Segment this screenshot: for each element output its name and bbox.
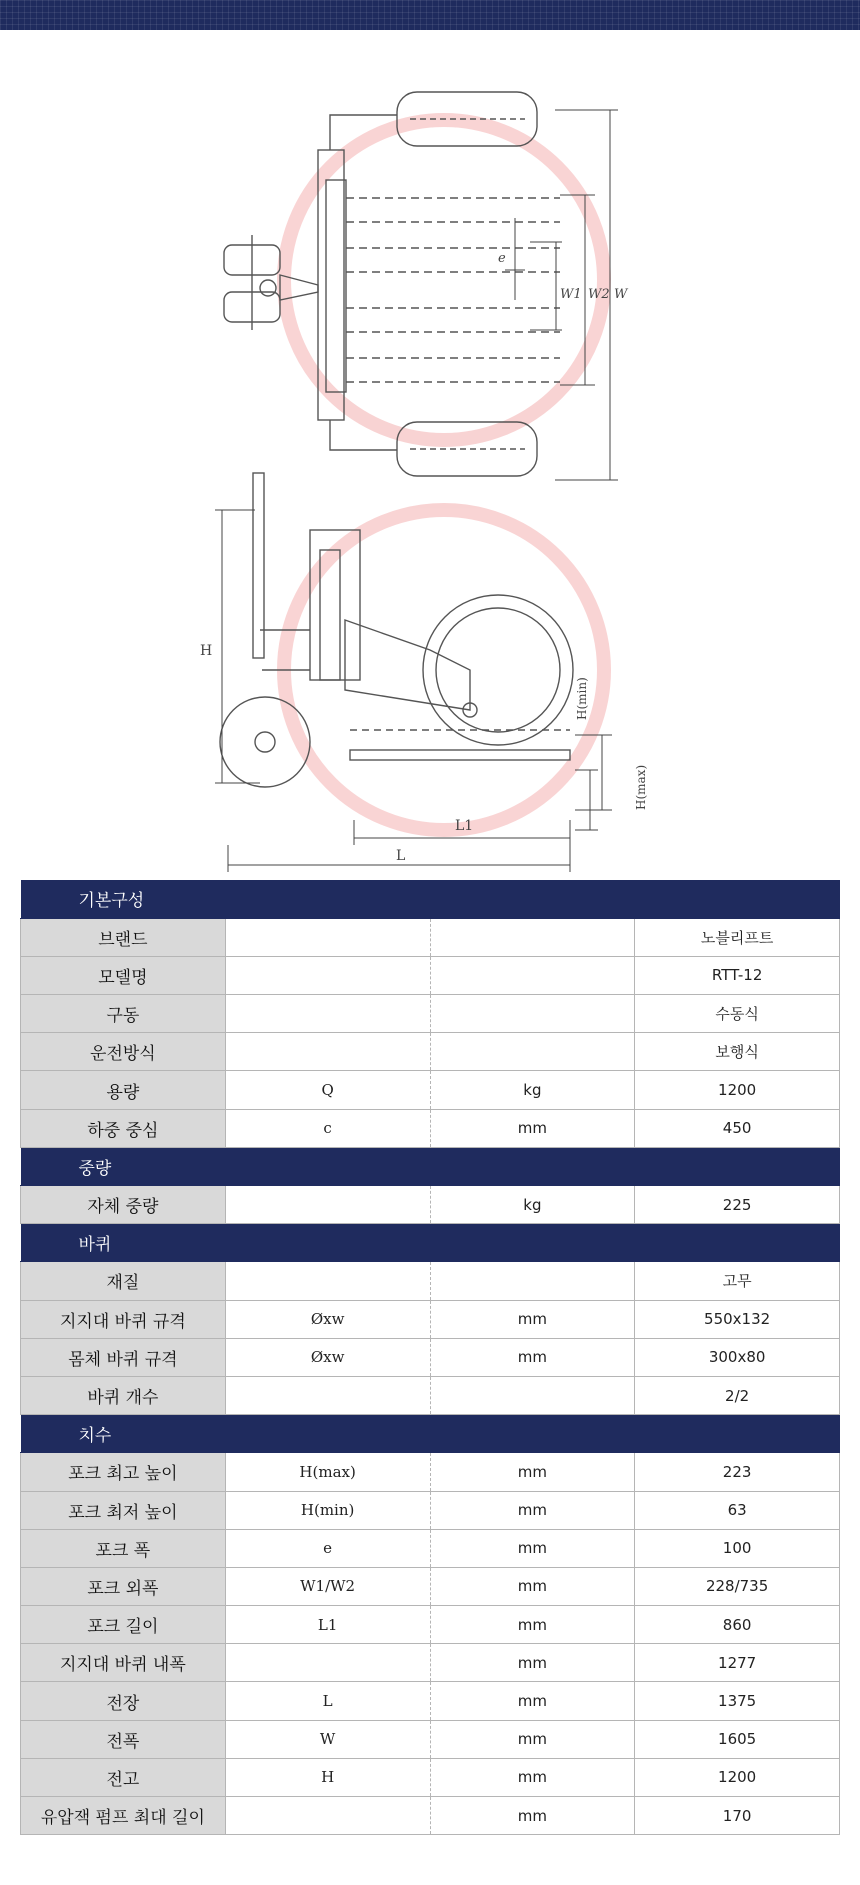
- row-label: 하중 중심: [21, 1109, 226, 1147]
- table-row: [21, 1644, 840, 1682]
- row-value: 보행식: [635, 1033, 840, 1071]
- row-label: 포크 최고 높이: [21, 1453, 226, 1491]
- watermark-logo: [284, 120, 604, 830]
- side-view: [200, 473, 648, 872]
- row-label: 전폭: [21, 1720, 226, 1758]
- top-pattern-band: [0, 0, 860, 30]
- row-value: 2/2: [635, 1376, 840, 1414]
- support-wheel-side: [423, 595, 573, 745]
- table-row: [21, 1033, 840, 1071]
- row-symbol: [225, 1033, 430, 1071]
- fork-side: [350, 750, 570, 760]
- row-label: 몸체 바퀴 규격: [21, 1338, 226, 1376]
- row-symbol: L: [225, 1682, 430, 1720]
- row-symbol: [225, 918, 430, 956]
- table-row: [21, 1797, 840, 1835]
- row-value: 1605: [635, 1720, 840, 1758]
- row-symbol: Øxw: [225, 1338, 430, 1376]
- row-label: 재질: [21, 1262, 226, 1300]
- row-label: 자체 중량: [21, 1186, 226, 1224]
- row-value: 수동식: [635, 995, 840, 1033]
- section-header-weight: 중량: [21, 1147, 840, 1185]
- table-row: [21, 995, 840, 1033]
- row-unit: mm: [430, 1758, 635, 1796]
- dim-label-e: e: [498, 251, 506, 266]
- table-row: [21, 1529, 840, 1567]
- table-row: [21, 1758, 840, 1796]
- table-row: [21, 1300, 840, 1338]
- row-value: 223: [635, 1453, 840, 1491]
- row-label: 브랜드: [21, 918, 226, 956]
- row-unit: mm: [430, 1797, 635, 1835]
- row-symbol: W1/W2: [225, 1567, 430, 1605]
- row-symbol: Q: [225, 1071, 430, 1109]
- row-value: 170: [635, 1797, 840, 1835]
- technical-drawing: [0, 30, 860, 880]
- row-symbol: [225, 1797, 430, 1835]
- row-unit: mm: [430, 1567, 635, 1605]
- table-row: [21, 1567, 840, 1605]
- row-label: 바퀴 개수: [21, 1376, 226, 1414]
- row-symbol: [225, 956, 430, 994]
- table-row: [21, 1071, 840, 1109]
- row-value: 225: [635, 1186, 840, 1224]
- row-symbol: H: [225, 1758, 430, 1796]
- spec-table: [20, 880, 840, 1835]
- row-value: 고무: [635, 1262, 840, 1300]
- row-unit: mm: [430, 1109, 635, 1147]
- dim-label-w2: W2: [588, 287, 610, 302]
- table-row: [21, 1720, 840, 1758]
- table-row: [21, 1186, 840, 1224]
- row-unit: kg: [430, 1071, 635, 1109]
- row-label: 포크 외폭: [21, 1567, 226, 1605]
- row-label: 유압잭 펌프 최대 길이: [21, 1797, 226, 1835]
- row-unit: [430, 918, 635, 956]
- row-value: 100: [635, 1529, 840, 1567]
- side-dimensions: [215, 510, 612, 872]
- row-unit: mm: [430, 1606, 635, 1644]
- row-unit: mm: [430, 1300, 635, 1338]
- row-value: 1277: [635, 1644, 840, 1682]
- drawing-svg: [0, 30, 860, 880]
- row-label: 전장: [21, 1682, 226, 1720]
- row-unit: mm: [430, 1491, 635, 1529]
- dim-label-hmin: H(min): [575, 677, 589, 720]
- row-unit: mm: [430, 1529, 635, 1567]
- row-value: 63: [635, 1491, 840, 1529]
- row-value: 1375: [635, 1682, 840, 1720]
- row-value: RTT-12: [635, 956, 840, 994]
- table-row: [21, 1376, 840, 1414]
- row-unit: mm: [430, 1453, 635, 1491]
- table-row: [21, 956, 840, 994]
- row-value: 860: [635, 1606, 840, 1644]
- row-value: 1200: [635, 1758, 840, 1796]
- row-label: 용량: [21, 1071, 226, 1109]
- dim-label-hmax: H(max): [634, 764, 648, 810]
- row-symbol: [225, 1186, 430, 1224]
- row-unit: kg: [430, 1186, 635, 1224]
- row-unit: [430, 1033, 635, 1071]
- row-value: 450: [635, 1109, 840, 1147]
- row-label: 운전방식: [21, 1033, 226, 1071]
- row-unit: [430, 995, 635, 1033]
- section-header-wheels: 바퀴: [21, 1224, 840, 1262]
- row-symbol: [225, 1376, 430, 1414]
- pump-arm: [345, 620, 470, 710]
- dim-label-l: L: [396, 848, 406, 864]
- row-label: 지지대 바퀴 규격: [21, 1300, 226, 1338]
- row-value: 228/735: [635, 1567, 840, 1605]
- table-row: [21, 1262, 840, 1300]
- row-value: 300x80: [635, 1338, 840, 1376]
- row-label: 포크 폭: [21, 1529, 226, 1567]
- row-unit: mm: [430, 1338, 635, 1376]
- row-unit: [430, 956, 635, 994]
- row-symbol: e: [225, 1529, 430, 1567]
- table-row: [21, 1338, 840, 1376]
- row-unit: [430, 1376, 635, 1414]
- row-unit: mm: [430, 1682, 635, 1720]
- row-label: 전고: [21, 1758, 226, 1796]
- row-value: 1200: [635, 1071, 840, 1109]
- dim-label-l1: L1: [455, 818, 474, 834]
- row-label: 포크 최저 높이: [21, 1491, 226, 1529]
- table-row: [21, 1606, 840, 1644]
- section-header-dimensions: 치수: [21, 1415, 840, 1453]
- row-label: 구동: [21, 995, 226, 1033]
- row-symbol: [225, 995, 430, 1033]
- table-row: [21, 1453, 840, 1491]
- row-symbol: W: [225, 1720, 430, 1758]
- dim-label-w: W: [614, 287, 628, 302]
- row-unit: [430, 1262, 635, 1300]
- forks-top: [346, 198, 560, 382]
- section-header-basic: 기본구성: [21, 880, 840, 918]
- row-symbol: H(min): [225, 1491, 430, 1529]
- row-symbol: [225, 1644, 430, 1682]
- row-label: 지지대 바퀴 내폭: [21, 1644, 226, 1682]
- table-row: [21, 1682, 840, 1720]
- table-row: [21, 1109, 840, 1147]
- row-symbol: Øxw: [225, 1300, 430, 1338]
- row-symbol: H(max): [225, 1453, 430, 1491]
- row-symbol: c: [225, 1109, 430, 1147]
- row-unit: mm: [430, 1644, 635, 1682]
- table-row: [21, 1491, 840, 1529]
- row-value: 550x132: [635, 1300, 840, 1338]
- row-symbol: [225, 1262, 430, 1300]
- dim-label-h: H: [200, 643, 213, 659]
- row-label: 모델명: [21, 956, 226, 994]
- row-value: 노블리프트: [635, 918, 840, 956]
- table-row: [21, 918, 840, 956]
- dim-label-w1: W1: [560, 287, 582, 302]
- row-label: 포크 길이: [21, 1606, 226, 1644]
- row-symbol: L1: [225, 1606, 430, 1644]
- row-unit: mm: [430, 1720, 635, 1758]
